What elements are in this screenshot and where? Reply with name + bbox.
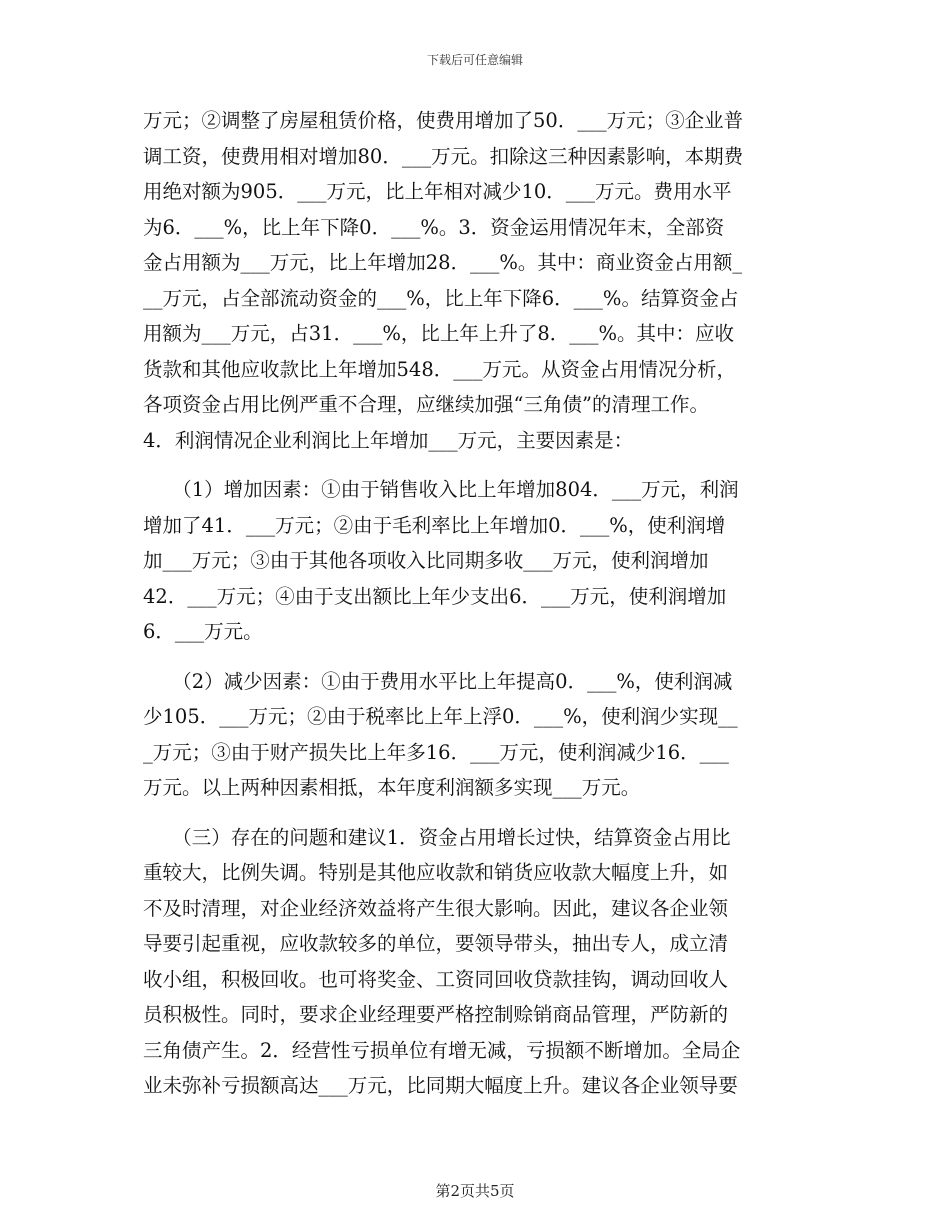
text-line: 收小组，积极回收。也可将奖金、工资同回收贷款挂钩，调动回收人	[143, 967, 729, 991]
paragraph-spacer	[143, 650, 803, 664]
text-line: 重较大，比例失调。特别是其他应收款和销货应收款大幅度上升，如	[143, 861, 729, 884]
text-line: __万元，占全部流动资金的___%，比上年下降6．___%。结算资金占	[143, 286, 739, 310]
text-line: （1）增加因素：①由于销售收入比上年增加804．___万元，利润	[143, 478, 739, 501]
text-line: 增加了41．___万元；②由于毛利率比上年增加0．___%，使利润增	[143, 513, 726, 537]
document-body	[143, 103, 803, 1104]
paragraph-spacer	[143, 458, 803, 472]
paragraph-spacer	[143, 806, 803, 820]
text-line: 员积极性。同时，要求企业经理要严格控制赊销商品管理，严防新的	[143, 1003, 729, 1026]
text-line: 各项资金占用比例严重不合理，应继续加强“三角债”的清理工作。	[143, 393, 709, 416]
text-line: 4．利润情况企业利润比上年增加___万元，主要因素是：	[143, 428, 634, 452]
text-line: 6．___万元。	[143, 620, 263, 643]
text-line: 加___万元；③由于其他各项收入比同期多收___万元，使利润增加	[143, 549, 709, 572]
page-number-footer: 第2页共5页	[435, 1182, 515, 1200]
page-header: 下载后可任意编辑	[426, 53, 523, 67]
text-line: 为6．___%，比上年下降0．___%。3．资金运用情况年末，全部资	[143, 215, 725, 239]
text-line: 金占用额为___万元，比上年增加28．___%。其中：商业资金占用额_	[143, 251, 743, 274]
text-line: 三角债产生。2．经营性亏损单位有增无减，亏损额不断增加。全局企	[143, 1038, 741, 1062]
text-line: （2）减少因素：①由于费用水平比上年提高0．___%，使利润减	[143, 669, 733, 693]
paragraph	[143, 103, 803, 458]
text-line: _万元；③由于财产损失比上年多16．___万元，使利润减少16．___	[143, 740, 729, 764]
text-line: 业未弥补亏损额高达___万元，比同期大幅度上升。建议各企业领导要	[143, 1074, 738, 1097]
text-line: 货款和其他应收款比上年增加548．___万元。从资金占用情况分析，	[143, 357, 736, 381]
paragraph	[143, 472, 803, 650]
text-line: 42．___万元；④由于支出额比上年少支出6．___万元，使利润增加	[143, 584, 727, 608]
text-line: 用绝对额为905．___万元，比上年相对减少10．___万元。费用水平	[143, 180, 732, 203]
text-line: 少105．___万元；②由于税率比上年上浮0．___%，使利润少实现__	[143, 705, 738, 728]
text-line: 万元。以上两种因素相抵，本年度利润额多实现___万元。	[143, 776, 641, 799]
text-line: 用额为___万元，占31．___%，比上年上升了8．___%。其中：应收	[143, 322, 735, 345]
paragraph	[143, 664, 803, 806]
text-line: （三）存在的问题和建议1．资金占用增长过快，结算资金占用比	[143, 825, 731, 849]
text-line: 导要引起重视，应收款较多的单位，要领导带头，抽出专人，成立清	[143, 932, 729, 955]
text-line: 不及时清理，对企业经济效益将产生很大影响。因此，建议各企业领	[143, 896, 729, 920]
paragraph	[143, 820, 803, 1104]
text-line: 调工资，使费用相对增加80．___万元。扣除这三种因素影响，本期费	[143, 144, 744, 168]
text-line: 万元；②调整了房屋租赁价格，使费用增加了50．___万元；③企业普	[143, 109, 744, 132]
